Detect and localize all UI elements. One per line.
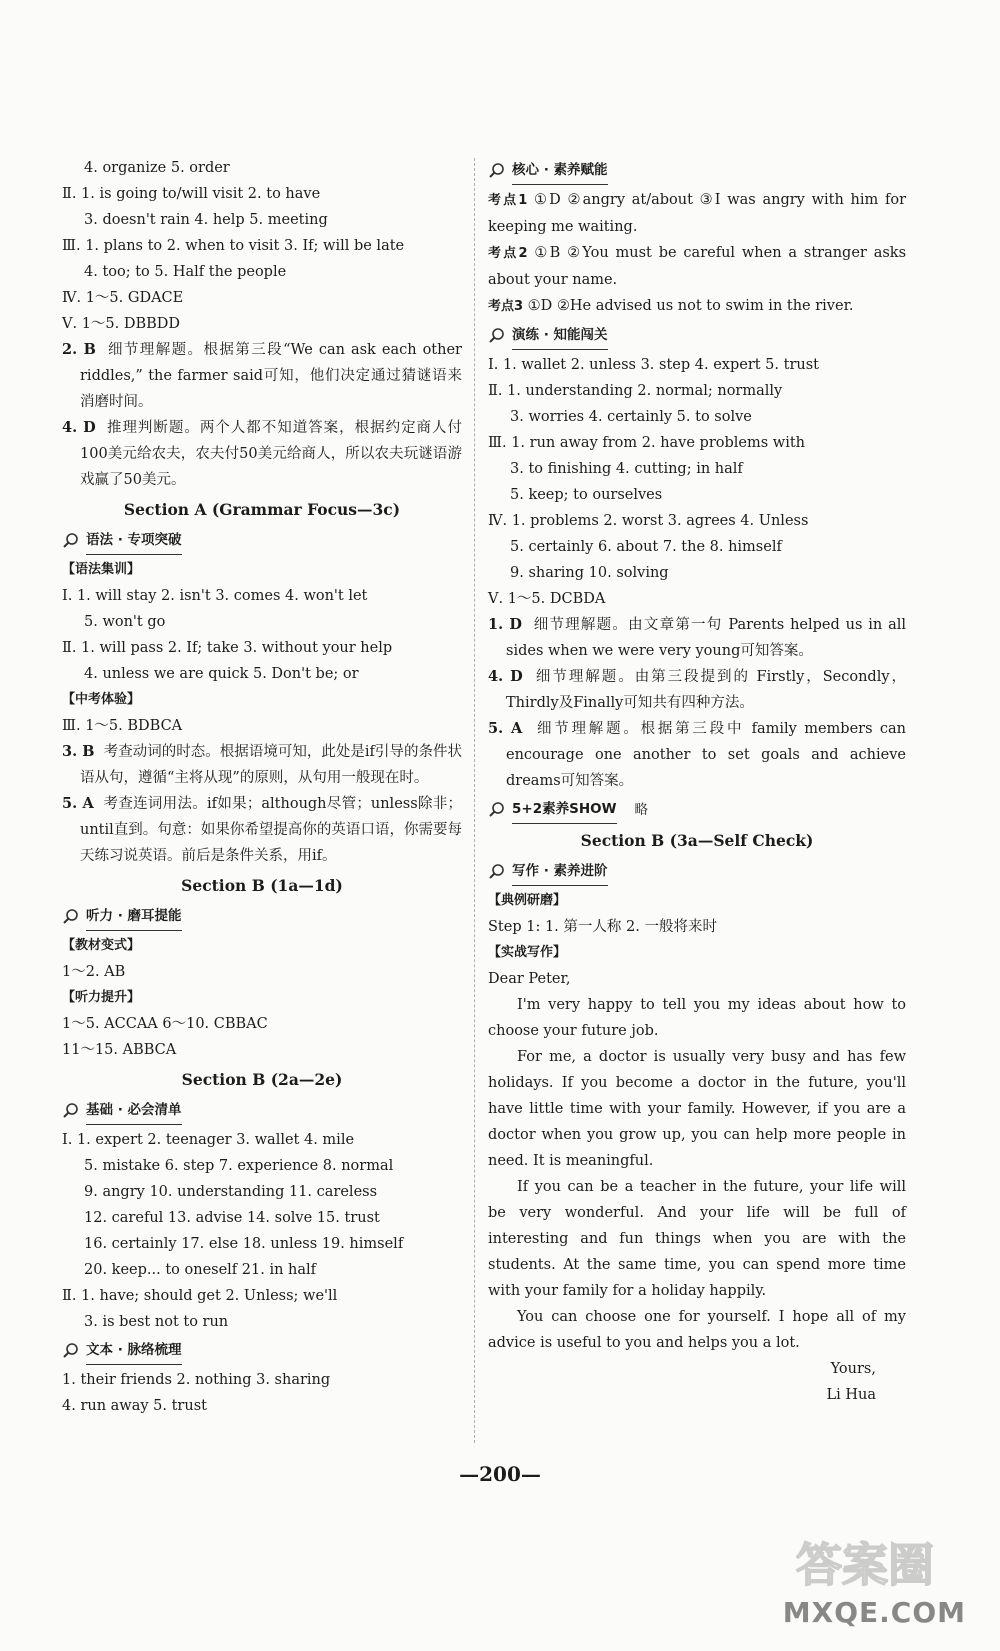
magnifier-icon: [62, 532, 80, 550]
section-header: [62, 527, 462, 555]
answer-line: 5. won't go: [84, 614, 166, 630]
answer-line: 3. to finishing 4. cutting; in half: [510, 461, 743, 477]
explanation: [488, 612, 906, 664]
letter-greeting: Dear Peter,: [488, 971, 571, 987]
page-number: —200—: [459, 1462, 541, 1486]
question-number: 5. A: [62, 795, 94, 812]
answer-line: Ⅰ. 1. will stay 2. isn't 3. comes 4. won't let: [62, 588, 368, 604]
answer-line: 5. mistake 6. step 7. experience 8. normal: [84, 1158, 394, 1174]
answer-line: Ⅰ. 1. wallet 2. unless 3. step 4. expert 5. trust: [488, 357, 819, 373]
question-number: 4. D: [488, 668, 523, 685]
answer-line: 12. careful 13. advise 14. solve 15. trust: [84, 1210, 380, 1226]
explanation-text: 推理判断题。两个人都不知道答案，根据约定商人付100美元给农夫，农夫付50美元给商人，所以农夫玩谜语游戏赢了50美元。: [80, 420, 463, 488]
key-point: [488, 293, 906, 320]
header-label: 文本 · 脉络梳理: [86, 1337, 182, 1365]
answer-line: Ⅰ. 1. expert 2. teenager 3. wallet 4. mile: [62, 1132, 355, 1148]
answer-line: 3. worries 4. certainly 5. to solve: [510, 409, 752, 425]
key-point-text: ①D ②angry at/about ③I was angry with him for keeping me waiting.: [488, 192, 907, 235]
section-title: Section B (1a—1d): [181, 876, 343, 895]
answer-line: 1. their friends 2. nothing 3. sharing: [62, 1372, 331, 1388]
right-column: [488, 155, 906, 1408]
answer-line: Ⅲ. 1. run away from 2. have problems with: [488, 435, 806, 451]
header-label: 演练 · 知能闯关: [512, 322, 608, 350]
explanation-text: 细节理解题。根据第三段“We can ask each other riddles,” the farmer said可知，他们决定通过猜谜语来消磨时间。: [80, 342, 462, 410]
question-number: 1. D: [488, 616, 522, 633]
answer-line: Ⅱ. 1. understanding 2. normal; normally: [488, 383, 783, 399]
answer-line: Ⅴ. 1～5. DBBDD: [62, 316, 181, 332]
section-header: [488, 157, 906, 185]
section-header: [488, 858, 906, 886]
magnifier-icon: [488, 801, 506, 819]
section-header: [62, 903, 462, 931]
letter-paragraph: If you can be a teacher in the future, your life will be very wonderful. And your life will be full of interesting and fun things when you are with the students. At the same time, you can spend more time with your family for a holiday happily.: [488, 1179, 906, 1299]
explanation-text: 考查连词用法。if如果；although尽管；unless除非；until直到。句意：如果你希望提高你的英语口语，你需要每天练习说英语。前后是条件关系，用if。: [80, 796, 463, 864]
subheading: 【语法集训】: [62, 562, 141, 577]
magnifier-icon: [62, 1102, 80, 1120]
subheading: 【典例研磨】: [488, 893, 567, 908]
answer-line: 4. organize 5. order: [84, 160, 230, 176]
answer-line: 9. sharing 10. solving: [510, 565, 669, 581]
answer-line: 4. too; to 5. Half the people: [84, 264, 287, 280]
key-point: [488, 187, 906, 240]
header-label: 写作 · 素养进阶: [512, 858, 608, 886]
subheading: 【教材变式】: [62, 938, 141, 953]
key-point: [488, 240, 906, 293]
section-header: [62, 1097, 462, 1125]
explanation: [62, 415, 462, 493]
header-label: 5+2素养SHOW: [512, 796, 617, 824]
watermark-logo-text: 答案圈: [796, 1538, 934, 1592]
answer-line: Ⅱ. 1. have; should get 2. Unless; we'll: [62, 1288, 338, 1304]
answer-line: 5. certainly 6. about 7. the 8. himself: [510, 539, 782, 555]
answer-line: 9. angry 10. understanding 11. careless: [84, 1184, 378, 1200]
magnifier-icon: [62, 908, 80, 926]
answer-line: 11～15. ABBCA: [62, 1042, 177, 1058]
question-number: 5. A: [488, 720, 523, 737]
answer-line: 4. unless we are quick 5. Don't be; or: [84, 666, 359, 682]
watermark-text: MXQE.COM: [782, 1596, 966, 1629]
answer-line: 3. doesn't rain 4. help 5. meeting: [84, 212, 328, 228]
explanation-text: 考查动词的时态。根据语境可知，此处是if引导的条件状语从句，遵循“主将从现”的原则，从句用一般现在时。: [80, 744, 462, 786]
header-label: 基础 · 必会清单: [86, 1097, 182, 1125]
question-number: 3. B: [62, 743, 95, 760]
key-point-label: 考点1: [488, 193, 528, 208]
answer-line: 1～2. AB: [62, 964, 126, 980]
header-label: 核心 · 素养赋能: [512, 157, 608, 185]
key-point-label: 考点3: [488, 299, 524, 314]
question-number: 2. B: [62, 341, 96, 358]
explanation: [62, 337, 462, 415]
answer-line: Ⅴ. 1～5. DCBDA: [488, 591, 606, 607]
explanation-text: 细节理解题。由第三段提到的 Firstly，Secondly，Thirdly及Finally可知共有四种方法。: [506, 669, 906, 711]
section-header: [62, 1337, 462, 1365]
explanation-text: 细节理解题。根据第三段中 family members can encourage one another to set goals and achieve dreams可知答案。: [506, 721, 907, 789]
answer-line: 4. run away 5. trust: [62, 1398, 207, 1414]
explanation: [62, 791, 462, 869]
explanation-text: 细节理解题。由文章第一句 Parents helped us in all sides when we were very young可知答案。: [506, 617, 907, 659]
header-label: 语法 · 专项突破: [86, 527, 182, 555]
answer-line: 16. certainly 17. else 18. unless 19. himself: [84, 1236, 404, 1252]
answer-line: Ⅲ. 1～5. BDBCA: [62, 718, 183, 734]
show-text: 略: [634, 802, 648, 818]
letter-signature: Li Hua: [826, 1387, 876, 1403]
answer-line: Ⅱ. 1. is going to/will visit 2. to have: [62, 186, 321, 202]
answer-line: 3. is best not to run: [84, 1314, 229, 1330]
subheading: 【中考体验】: [62, 692, 141, 707]
left-column: [62, 155, 462, 1419]
subheading: 【听力提升】: [62, 990, 141, 1005]
header-label: 听力 · 磨耳提能: [86, 903, 182, 931]
question-number: 4. D: [62, 419, 96, 436]
explanation: [488, 664, 906, 716]
answer-line: Ⅱ. 1. will pass 2. If; take 3. without your help: [62, 640, 393, 656]
answer-line: 1～5. ACCAA 6～10. CBBAC: [62, 1016, 268, 1032]
answer-line: Ⅲ. 1. plans to 2. when to visit 3. If; will be late: [62, 238, 405, 254]
answer-line: 5. keep; to ourselves: [510, 487, 663, 503]
column-divider: [474, 158, 476, 1443]
key-point-text: ①D ②He advised us not to swim in the river.: [527, 298, 854, 314]
letter-paragraph: You can choose one for yourself. I hope all of my advice is useful to you and helps you a lot.: [488, 1309, 906, 1351]
explanation: [62, 739, 462, 791]
letter-paragraph: For me, a doctor is usually very busy and has few holidays. If you become a doctor in the future, you'll have little time with your family. However, if you are a doctor when you grow up, you can help more people in need. It is meaningful.: [488, 1049, 906, 1169]
letter-closing: Yours,: [830, 1361, 876, 1377]
key-point-text: ①B ②You must be careful when a stranger asks about your name.: [488, 245, 907, 288]
magnifier-icon: [488, 162, 506, 180]
explanation: [488, 716, 906, 794]
answer-line: Ⅳ. 1. problems 2. worst 3. agrees 4. Unless: [488, 513, 809, 529]
letter-paragraph: I'm very happy to tell you my ideas about how to choose your future job.: [488, 997, 906, 1039]
key-point-label: 考点2: [488, 246, 528, 261]
section-title: Section B (3a—Self Check): [580, 831, 814, 850]
answer-line: Step 1: 1. 第一人称 2. 一般将来时: [488, 919, 717, 935]
magnifier-icon: [488, 327, 506, 345]
magnifier-icon: [488, 863, 506, 881]
subheading: 【实战写作】: [488, 945, 567, 960]
answer-line: Ⅳ. 1～5. GDACE: [62, 290, 184, 306]
section-header: [488, 796, 906, 824]
magnifier-icon: [62, 1342, 80, 1360]
section-header: [488, 322, 906, 350]
section-title: Section B (2a—2e): [181, 1070, 343, 1089]
answer-line: 20. keep... to oneself 21. in half: [84, 1262, 317, 1278]
section-title: Section A (Grammar Focus—3c): [123, 500, 401, 519]
